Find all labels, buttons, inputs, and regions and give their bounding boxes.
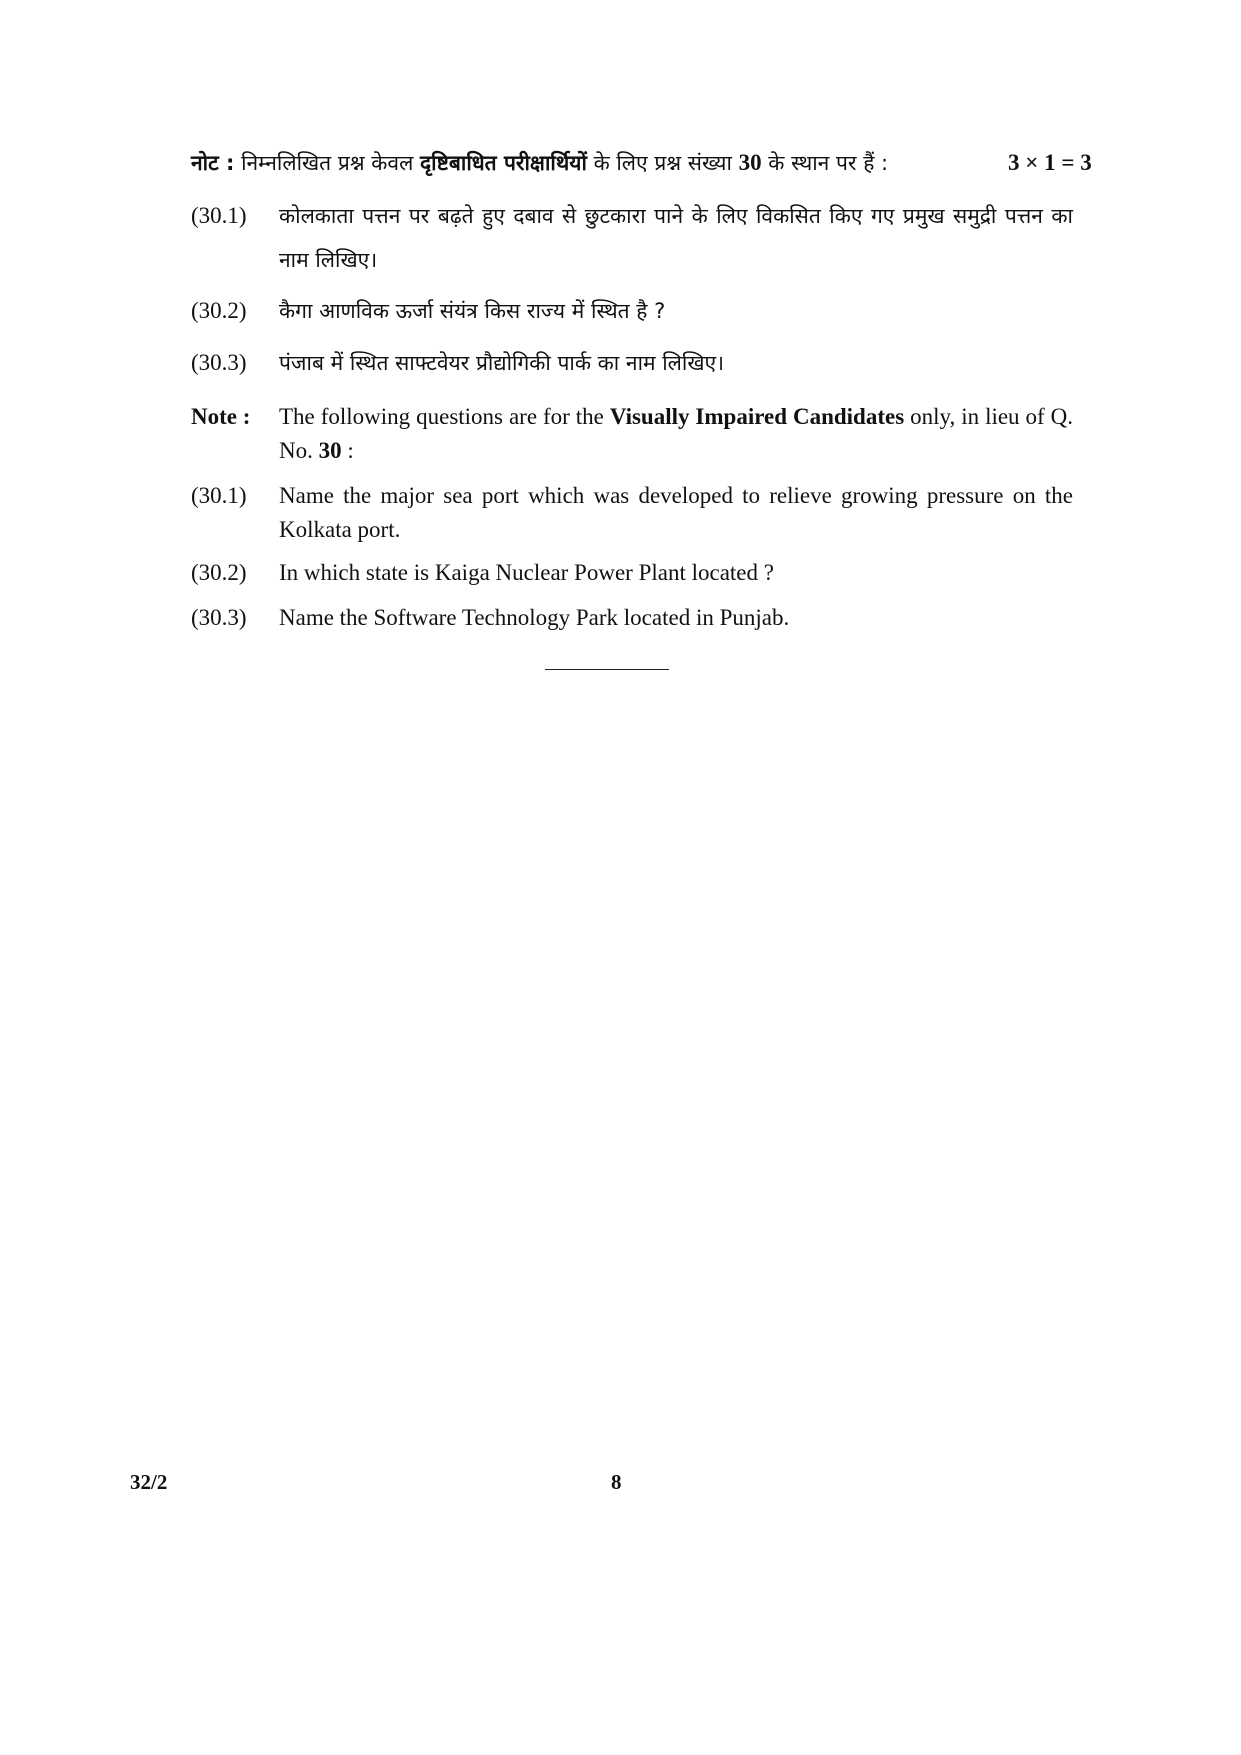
english-question-text: Name the major sea port which was developed to relieve growing pressure on the Kolkata port. bbox=[279, 483, 1073, 542]
english-question-text: In which state is Kaiga Nuclear Power Plant located ? bbox=[279, 560, 774, 585]
hindi-note-text-before: निम्नलिखित प्रश्न केवल bbox=[234, 151, 421, 175]
hindi-note bbox=[191, 148, 888, 178]
end-separator-line bbox=[545, 669, 669, 670]
hindi-question-number: (30.3) bbox=[191, 350, 247, 375]
marks-allocation: 3 × 1 = 3 bbox=[1008, 150, 1092, 175]
hindi-note-qno: 30 bbox=[738, 150, 762, 175]
english-note-text-before: The following questions are for the bbox=[279, 404, 610, 429]
english-question-number: (30.2) bbox=[191, 560, 247, 585]
english-note-bold-phrase: Visually Impaired Candidates bbox=[609, 404, 905, 429]
hindi-question-number: (30.1) bbox=[191, 203, 247, 228]
hindi-note-label: नोट : bbox=[191, 151, 235, 175]
english-question-number: (30.3) bbox=[191, 605, 247, 630]
english-note-qno: 30 bbox=[318, 438, 342, 463]
english-note-text bbox=[279, 400, 1073, 468]
english-question-text: Name the Software Technology Park located in Punjab. bbox=[279, 605, 790, 630]
hindi-question-text: कोलकाता पत्तन पर बढ़ते हुए दबाव से छुटकारा पाने के लिए विकसित किए गए प्रमुख समुद्री पत्तन का नाम लिखिए। bbox=[279, 204, 1073, 272]
hindi-question-number: (30.2) bbox=[191, 298, 247, 323]
hindi-note-text-after: के स्थान पर हैं : bbox=[761, 151, 889, 175]
paper-code: 32/2 bbox=[130, 1470, 168, 1494]
hindi-note-bold-phrase: दृष्टिबाधित परीक्षार्थियों bbox=[420, 151, 587, 175]
english-note-text-middle: only, in lieu of Q. No. bbox=[279, 404, 1073, 463]
english-question-number: (30.1) bbox=[191, 483, 247, 508]
page-number: 8 bbox=[611, 1470, 622, 1494]
hindi-note-text-middle: के लिए प्रश्न संख्या bbox=[586, 151, 739, 175]
hindi-question-text: पंजाब में स्थित साफ्टवेयर प्रौद्योगिकी पार्क का नाम लिखिए। bbox=[279, 351, 725, 375]
hindi-question-text: कैगा आणविक ऊर्जा संयंत्र किस राज्य में स्थित है ? bbox=[279, 299, 666, 323]
english-note-text-after: : bbox=[341, 438, 354, 463]
english-note-label: Note : bbox=[191, 404, 251, 429]
